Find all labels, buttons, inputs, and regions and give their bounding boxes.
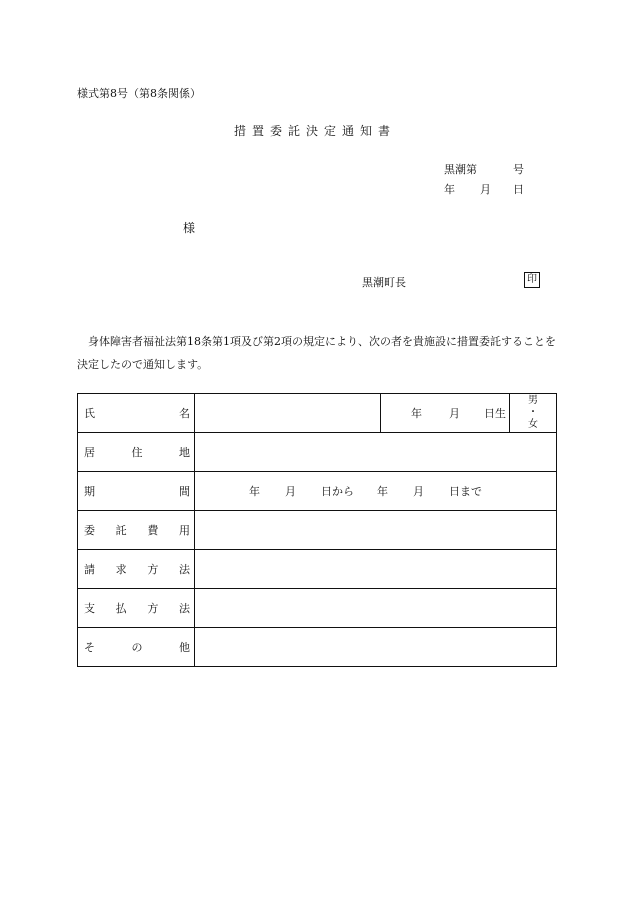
address-field[interactable] xyxy=(195,433,557,472)
date-month-label: 月 xyxy=(480,183,491,196)
table-row-other xyxy=(78,628,557,667)
table-row-fee xyxy=(78,511,557,550)
other-field[interactable] xyxy=(195,628,557,667)
birth-date-field[interactable]: 年 月 日生 xyxy=(381,394,510,433)
name-field[interactable] xyxy=(195,394,381,433)
body-text: 身体障害者福祉法第18条第1項及び第2項の規定により、次の者を貴施設に措置委託することを決定したので通知します。 xyxy=(77,335,556,371)
date-day-label: 日 xyxy=(513,183,524,196)
payment-method-field[interactable] xyxy=(195,589,557,628)
row-label-billing: 請 求 方 法 xyxy=(78,550,195,589)
billing-method-field[interactable] xyxy=(195,550,557,589)
seal-mark: 印 xyxy=(524,272,540,288)
reference-number-suffix: 号 xyxy=(513,163,524,176)
table-row-name xyxy=(78,394,557,433)
reference-number-prefix: 黒潮第 xyxy=(444,163,477,176)
row-label-fee: 委 託 費 用 xyxy=(78,511,195,550)
form-number: 様式第8号（第8条関係） xyxy=(77,87,201,100)
document-title: 措置委託決定通知書 xyxy=(233,124,396,138)
decision-info-table xyxy=(77,393,557,667)
table-row-address xyxy=(78,433,557,472)
table-row-billing xyxy=(78,550,557,589)
table-row-payment xyxy=(78,589,557,628)
sender-title: 黒潮町長 xyxy=(362,276,406,289)
row-label-name: 氏 名 xyxy=(78,394,195,433)
table-row-period xyxy=(78,472,557,511)
addressee-honorific: 様 xyxy=(183,221,196,235)
date-year-label: 年 xyxy=(444,183,455,196)
row-label-other: そ の 他 xyxy=(78,628,195,667)
fee-field[interactable] xyxy=(195,511,557,550)
period-field[interactable]: 年 月 日から 年 月 日まで xyxy=(195,472,557,511)
row-label-period: 期 間 xyxy=(78,472,195,511)
row-label-address: 居 住 地 xyxy=(78,433,195,472)
gender-field[interactable]: 男 ・ 女 xyxy=(510,394,557,433)
row-label-payment: 支 払 方 法 xyxy=(78,589,195,628)
